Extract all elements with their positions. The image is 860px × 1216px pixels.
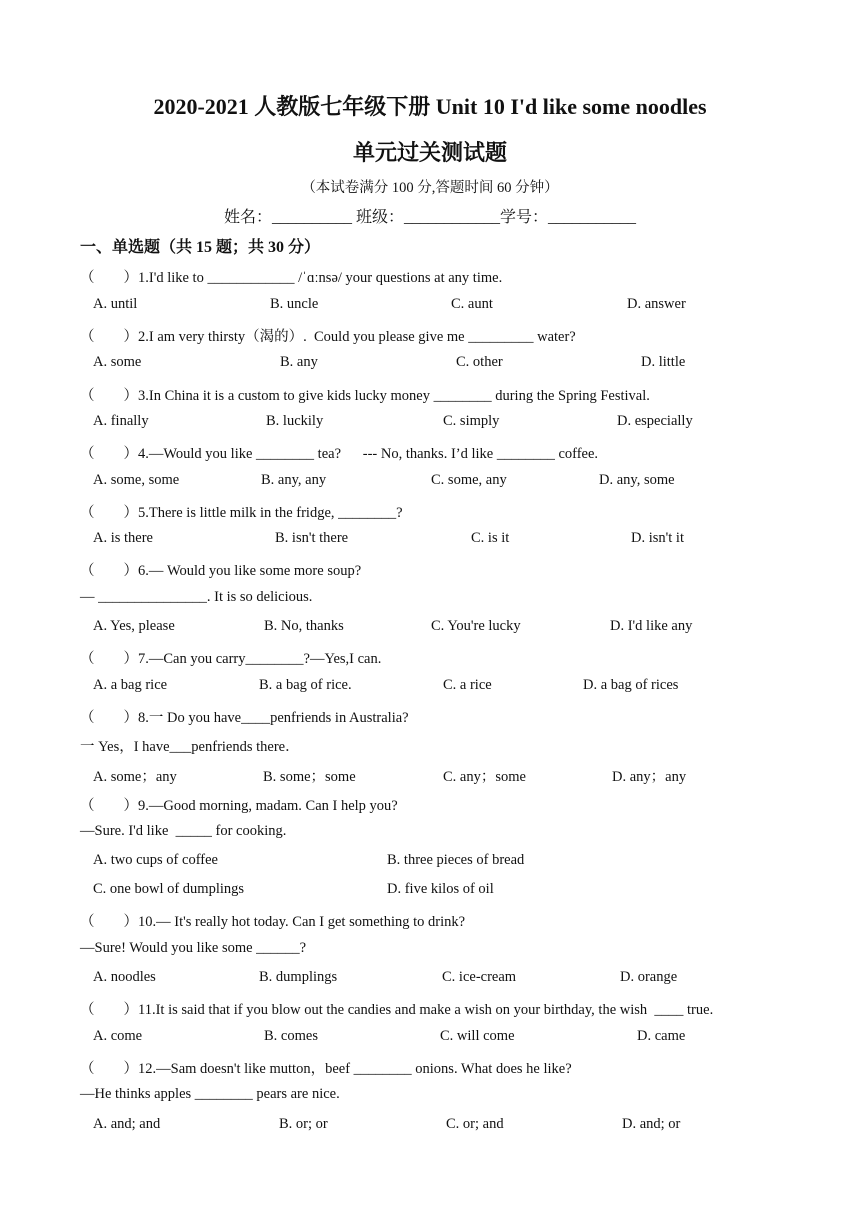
question-6: （ ）6.— Would you like some more soup?: [80, 563, 362, 579]
q6-option-c: C. You're lucky: [431, 618, 521, 634]
q11-option-d: D. came: [637, 1028, 686, 1044]
q7-option-a: A. a bag rice: [93, 677, 168, 693]
question-6-reply: — _______________. It is so delicious.: [80, 589, 313, 605]
q5-option-c: C. is it: [471, 530, 510, 546]
q8-option-c: C. any；some: [443, 769, 526, 785]
q4-option-c: C. some, any: [431, 472, 507, 488]
question-8: （ ）8.一 Do you have____penfriends in Australia?: [80, 710, 409, 726]
question-10: （ ）10.— It's really hot today. Can I get something to drink?: [80, 914, 466, 930]
q5-option-a: A. is there: [93, 530, 153, 546]
question-5: （ ）5.There is little milk in the fridge, ________?: [80, 505, 403, 521]
question-3: （ ）3.In China it is a custom to give kids lucky money ________ during the Spring Festival.: [80, 388, 650, 404]
question-8-reply: 一 Yes，I have___penfriends there．: [80, 739, 300, 755]
q12-option-a: A. and; and: [93, 1116, 161, 1132]
q12-option-d: D. and; or: [622, 1116, 681, 1132]
q9-option-b: B. three pieces of bread: [387, 852, 525, 868]
q9-option-a: A. two cups of coffee: [93, 852, 218, 868]
q9-option-c: C. one bowl of dumplings: [93, 881, 245, 897]
q7-option-b: B. a bag of rice.: [259, 677, 352, 693]
q11-option-b: B. comes: [264, 1028, 318, 1044]
question-9-reply: —Sure. I'd like _____ for cooking.: [80, 823, 287, 839]
q11-option-c: C. will come: [440, 1028, 515, 1044]
q11-option-a: A. come: [93, 1028, 143, 1044]
q2-option-d: D. little: [641, 354, 686, 370]
q3-option-b: B. luckily: [266, 413, 324, 429]
q9-option-d: D. five kilos of oil: [387, 881, 494, 897]
student-info: 姓名：__________ 班级：____________学号：___________: [223, 209, 636, 226]
question-10-reply: —Sure! Would you like some ______?: [80, 940, 307, 956]
q12-option-c: C. or; and: [446, 1116, 504, 1132]
title-line-2: 单元过关测试题: [352, 140, 507, 165]
q8-option-a: A. some；any: [93, 769, 177, 785]
q10-option-a: A. noodles: [93, 969, 156, 985]
q10-option-c: C. ice-cream: [442, 969, 517, 985]
question-12: （ ）12.—Sam doesn't like mutton，beef ________ onions. What does he like?: [80, 1061, 572, 1077]
q12-option-b: B. or; or: [279, 1116, 328, 1132]
q10-option-b: B. dumplings: [259, 969, 338, 985]
q2-option-a: A. some: [93, 354, 142, 370]
question-9: （ ）9.—Good morning, madam. Can I help you?: [80, 798, 398, 814]
q1-option-a: A. until: [93, 296, 138, 312]
q5-option-b: B. isn't there: [275, 530, 349, 546]
q4-option-a: A. some, some: [93, 472, 180, 488]
q4-option-b: B. any, any: [261, 472, 327, 488]
q7-option-c: C. a rice: [443, 677, 492, 693]
q3-option-d: D. especially: [617, 413, 693, 429]
q6-option-a: A. Yes, please: [93, 618, 175, 634]
q7-option-d: D. a bag of rices: [583, 677, 679, 693]
question-7: （ ）7.—Can you carry________?—Yes,I can.: [80, 651, 382, 667]
question-4: （ ）4.—Would you like ________ tea? --- No, thanks. I’d like ________ coffee.: [80, 446, 599, 462]
question-12-reply: —He thinks apples ________ pears are nice.: [80, 1086, 340, 1102]
q2-option-b: B. any: [280, 354, 318, 370]
title-line-1: 2020-2021 人教版七年级下册 Unit 10 I'd like some noodles: [153, 94, 707, 119]
exam-note: （本试卷满分 100 分,答题时间 60 分钟）: [301, 180, 559, 196]
question-2: （ ）2.I am very thirsty（渴的）. Could you please give me _________ water?: [80, 329, 576, 345]
q3-option-c: C. simply: [443, 413, 500, 429]
question-11: （ ）11.It is said that if you blow out the candies and make a wish on your birthday, the wish ____ true.: [80, 1002, 714, 1018]
section-heading: 一、单选题（共 15 题；共 30 分）: [80, 239, 321, 256]
q4-option-d: D. any, some: [599, 472, 675, 488]
q5-option-d: D. isn't it: [631, 530, 684, 546]
q8-option-d: D. any；any: [612, 769, 687, 785]
q10-option-d: D. orange: [620, 969, 678, 985]
q6-option-d: D. I'd like any: [610, 618, 693, 634]
q2-option-c: C. other: [456, 354, 503, 370]
q6-option-b: B. No, thanks: [264, 618, 344, 634]
q1-option-d: D. answer: [627, 296, 686, 312]
q8-option-b: B. some；some: [263, 769, 356, 785]
q3-option-a: A. finally: [93, 413, 149, 429]
q1-option-b: B. uncle: [270, 296, 319, 312]
q1-option-c: C. aunt: [451, 296, 493, 312]
question-1: （ ）1.I'd like to ____________ /ˈɑːnsə/ your questions at any time.: [80, 270, 503, 286]
